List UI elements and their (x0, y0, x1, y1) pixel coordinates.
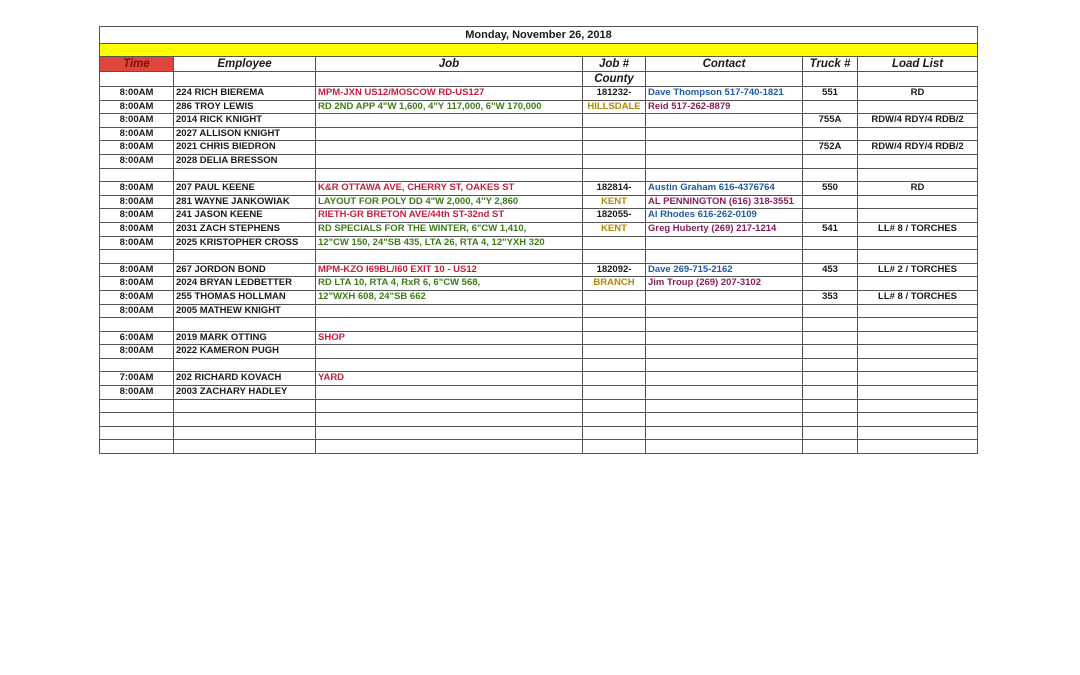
table-row (100, 168, 978, 182)
job-cell: MPM-KZO I69BL/I60 EXIT 10 - US12 (316, 263, 583, 277)
truck-cell (803, 100, 858, 114)
employee-cell: 286 TROY LEWIS (174, 100, 316, 114)
time-cell (100, 250, 174, 264)
job-number-cell (583, 290, 646, 304)
job-cell: RD 2ND APP 4"W 1,600, 4"Y 117,000, 6"W 170,000 (316, 100, 583, 114)
table-row (100, 358, 978, 372)
job-number-cell (583, 127, 646, 141)
time-cell: 8:00AM (100, 290, 174, 304)
table-row (100, 87, 978, 101)
time-cell: 8:00AM (100, 222, 174, 236)
job-cell: MPM-JXN US12/MOSCOW RD-US127 (316, 87, 583, 101)
employee-cell: 2028 DELIA BRESSON (174, 154, 316, 168)
contact-cell (646, 386, 803, 400)
subheader-blank (803, 72, 858, 87)
truck-cell (803, 372, 858, 386)
employee-cell: 241 JASON KEENE (174, 209, 316, 223)
job-number-cell (583, 304, 646, 318)
job-number-cell (583, 426, 646, 440)
load-list-cell (858, 358, 978, 372)
table-row (100, 413, 978, 427)
load-list-cell (858, 304, 978, 318)
truck-cell (803, 195, 858, 209)
load-list-cell: RD (858, 182, 978, 196)
job-number-cell (583, 236, 646, 250)
table-row (100, 345, 978, 359)
load-list-cell (858, 127, 978, 141)
employee-cell: 2031 ZACH STEPHENS (174, 222, 316, 236)
time-cell (100, 426, 174, 440)
job-cell (316, 114, 583, 128)
job-cell: 12"CW 150, 24"SB 435, LTA 26, RTA 4, 12"YXH 320 (316, 236, 583, 250)
time-cell: 8:00AM (100, 141, 174, 155)
job-cell: RD SPECIALS FOR THE WINTER, 6"CW 1,410, (316, 222, 583, 236)
job-number-cell: KENT (583, 195, 646, 209)
job-cell: LAYOUT FOR POLY DD 4"W 2,000, 4"Y 2,860 (316, 195, 583, 209)
job-number-cell: BRANCH (583, 277, 646, 291)
time-cell: 8:00AM (100, 386, 174, 400)
contact-cell: Reid 517-262-8879 (646, 100, 803, 114)
contact-cell: Al Rhodes 616-262-0109 (646, 209, 803, 223)
load-list-cell (858, 331, 978, 345)
job-cell (316, 345, 583, 359)
job-number-cell: KENT (583, 222, 646, 236)
header-load-list: Load List (858, 57, 978, 72)
time-cell: 8:00AM (100, 87, 174, 101)
load-list-cell: LL# 2 / TORCHES (858, 263, 978, 277)
load-list-cell (858, 413, 978, 427)
load-list-cell (858, 154, 978, 168)
job-number-cell (583, 440, 646, 454)
time-cell: 8:00AM (100, 263, 174, 277)
truck-cell (803, 318, 858, 332)
job-number-cell (583, 386, 646, 400)
truck-cell (803, 399, 858, 413)
schedule-date-title: Monday, November 26, 2018 (100, 27, 978, 44)
contact-cell (646, 114, 803, 128)
contact-cell: AL PENNINGTON (616) 318-3551 (646, 195, 803, 209)
table-row (100, 154, 978, 168)
load-list-cell (858, 440, 978, 454)
truck-cell: 551 (803, 87, 858, 101)
job-number-cell (583, 250, 646, 264)
truck-cell: 353 (803, 290, 858, 304)
subheader-blank (316, 72, 583, 87)
job-cell (316, 426, 583, 440)
contact-cell (646, 290, 803, 304)
time-cell: 8:00AM (100, 114, 174, 128)
subheader-blank (174, 72, 316, 87)
employee-cell: 2025 KRISTOPHER CROSS (174, 236, 316, 250)
employee-cell: 2024 BRYAN LEDBETTER (174, 277, 316, 291)
time-cell: 8:00AM (100, 154, 174, 168)
time-cell: 8:00AM (100, 277, 174, 291)
load-list-cell (858, 100, 978, 114)
employee-cell: 2005 MATHEW KNIGHT (174, 304, 316, 318)
time-cell: 8:00AM (100, 345, 174, 359)
table-row (100, 318, 978, 332)
table-row (100, 426, 978, 440)
subheader-blank (858, 72, 978, 87)
truck-cell (803, 168, 858, 182)
truck-cell (803, 250, 858, 264)
truck-cell (803, 236, 858, 250)
job-cell (316, 413, 583, 427)
load-list-cell (858, 209, 978, 223)
contact-cell (646, 426, 803, 440)
contact-cell: Austin Graham 616-4376764 (646, 182, 803, 196)
contact-cell (646, 236, 803, 250)
truck-cell (803, 345, 858, 359)
job-number-cell (583, 154, 646, 168)
table-row (100, 250, 978, 264)
time-cell: 8:00AM (100, 236, 174, 250)
job-cell (316, 127, 583, 141)
table-row (100, 195, 978, 209)
job-number-cell (583, 318, 646, 332)
job-cell (316, 168, 583, 182)
header-job-number: Job # (583, 57, 646, 72)
employee-cell: 2021 CHRIS BIEDRON (174, 141, 316, 155)
yellow-band-cell (100, 44, 978, 57)
header-row (100, 57, 978, 72)
contact-cell (646, 331, 803, 345)
job-number-cell (583, 168, 646, 182)
job-cell: RD LTA 10, RTA 4, RxR 6, 6"CW 568, (316, 277, 583, 291)
employee-cell (174, 426, 316, 440)
employee-cell: 202 RICHARD KOVACH (174, 372, 316, 386)
truck-cell (803, 358, 858, 372)
time-cell (100, 399, 174, 413)
load-list-cell (858, 277, 978, 291)
contact-cell (646, 250, 803, 264)
load-list-cell (858, 168, 978, 182)
table-row (100, 209, 978, 223)
employee-cell (174, 413, 316, 427)
load-list-cell: RDW/4 RDY/4 RDB/2 (858, 141, 978, 155)
truck-cell (803, 154, 858, 168)
job-number-cell (583, 399, 646, 413)
load-list-cell (858, 372, 978, 386)
load-list-cell (858, 426, 978, 440)
truck-cell (803, 331, 858, 345)
table-row (100, 304, 978, 318)
table-row (100, 440, 978, 454)
truck-cell: 752A (803, 141, 858, 155)
contact-cell (646, 399, 803, 413)
time-cell: 8:00AM (100, 195, 174, 209)
job-number-cell (583, 358, 646, 372)
load-list-cell (858, 386, 978, 400)
load-list-cell (858, 399, 978, 413)
table-row (100, 372, 978, 386)
header-job: Job (316, 57, 583, 72)
job-cell: RIETH-GR BRETON AVE/44th ST-32nd ST (316, 209, 583, 223)
job-number-cell (583, 413, 646, 427)
job-number-cell: 182055- (583, 209, 646, 223)
truck-cell: 755A (803, 114, 858, 128)
truck-cell (803, 440, 858, 454)
job-cell: 12"WXH 608, 24"SB 662 (316, 290, 583, 304)
job-cell (316, 399, 583, 413)
header-county: County (583, 72, 646, 87)
contact-cell (646, 318, 803, 332)
job-cell (316, 141, 583, 155)
contact-cell (646, 372, 803, 386)
header-contact: Contact (646, 57, 803, 72)
job-cell (316, 358, 583, 372)
load-list-cell (858, 318, 978, 332)
job-number-cell: HILLSDALE (583, 100, 646, 114)
contact-cell (646, 358, 803, 372)
employee-cell (174, 318, 316, 332)
contact-cell (646, 413, 803, 427)
load-list-cell (858, 195, 978, 209)
job-number-cell (583, 331, 646, 345)
time-cell: 8:00AM (100, 182, 174, 196)
yellow-band (100, 44, 978, 57)
load-list-cell: RDW/4 RDY/4 RDB/2 (858, 114, 978, 128)
truck-cell (803, 209, 858, 223)
job-cell: K&R OTTAWA AVE, CHERRY ST, OAKES ST (316, 182, 583, 196)
employee-cell (174, 358, 316, 372)
load-list-cell: LL# 8 / TORCHES (858, 290, 978, 304)
table-row (100, 277, 978, 291)
employee-cell: 2014 RICK KNIGHT (174, 114, 316, 128)
time-cell (100, 440, 174, 454)
job-cell (316, 318, 583, 332)
load-list-cell (858, 236, 978, 250)
load-list-cell (858, 250, 978, 264)
contact-cell: Greg Huberty (269) 217-1214 (646, 222, 803, 236)
job-number-cell (583, 345, 646, 359)
truck-cell (803, 127, 858, 141)
time-cell (100, 413, 174, 427)
employee-cell: 2022 KAMERON PUGH (174, 345, 316, 359)
job-number-cell (583, 372, 646, 386)
table-row (100, 182, 978, 196)
schedule-table (99, 26, 978, 454)
table-row (100, 290, 978, 304)
header-time: Time (100, 57, 174, 72)
employee-cell: 2003 ZACHARY HADLEY (174, 386, 316, 400)
employee-cell: 2027 ALLISON KNIGHT (174, 127, 316, 141)
job-cell (316, 250, 583, 264)
truck-cell: 541 (803, 222, 858, 236)
truck-cell: 550 (803, 182, 858, 196)
subheader-blank (646, 72, 803, 87)
table-row (100, 263, 978, 277)
table-row (100, 236, 978, 250)
header-employee: Employee (174, 57, 316, 72)
subheader-blank (100, 72, 174, 87)
job-number-cell: 182814- (583, 182, 646, 196)
contact-cell: Jim Troup (269) 207-3102 (646, 277, 803, 291)
job-number-cell: 182092- (583, 263, 646, 277)
time-cell (100, 168, 174, 182)
contact-cell (646, 345, 803, 359)
job-cell: YARD (316, 372, 583, 386)
title-row (100, 27, 978, 44)
time-cell: 8:00AM (100, 127, 174, 141)
contact-cell (646, 304, 803, 318)
table-row (100, 399, 978, 413)
employee-cell (174, 250, 316, 264)
contact-cell (646, 127, 803, 141)
employee-cell: 207 PAUL KEENE (174, 182, 316, 196)
contact-cell: Dave Thompson 517-740-1821 (646, 87, 803, 101)
job-cell (316, 154, 583, 168)
time-cell (100, 318, 174, 332)
subheader-row (100, 72, 978, 87)
truck-cell (803, 304, 858, 318)
time-cell: 8:00AM (100, 209, 174, 223)
table-row (100, 331, 978, 345)
time-cell: 8:00AM (100, 100, 174, 114)
load-list-cell: LL# 8 / TORCHES (858, 222, 978, 236)
time-cell: 8:00AM (100, 304, 174, 318)
load-list-cell (858, 345, 978, 359)
table-row (100, 222, 978, 236)
employee-cell: 224 RICH BIEREMA (174, 87, 316, 101)
employee-cell: 255 THOMAS HOLLMAN (174, 290, 316, 304)
header-truck: Truck # (803, 57, 858, 72)
job-cell (316, 440, 583, 454)
truck-cell (803, 413, 858, 427)
truck-cell (803, 277, 858, 291)
contact-cell (646, 168, 803, 182)
time-cell: 7:00AM (100, 372, 174, 386)
time-cell: 6:00AM (100, 331, 174, 345)
employee-cell: 267 JORDON BOND (174, 263, 316, 277)
job-number-cell (583, 114, 646, 128)
job-number-cell: 181232- (583, 87, 646, 101)
contact-cell (646, 141, 803, 155)
table-row (100, 127, 978, 141)
job-cell: SHOP (316, 331, 583, 345)
employee-cell (174, 440, 316, 454)
time-cell (100, 358, 174, 372)
job-cell (316, 386, 583, 400)
table-row (100, 114, 978, 128)
truck-cell (803, 386, 858, 400)
job-number-cell (583, 141, 646, 155)
employee-cell (174, 399, 316, 413)
job-cell (316, 304, 583, 318)
truck-cell (803, 426, 858, 440)
employee-cell: 2019 MARK OTTING (174, 331, 316, 345)
table-row (100, 386, 978, 400)
truck-cell: 453 (803, 263, 858, 277)
employee-cell: 281 WAYNE JANKOWIAK (174, 195, 316, 209)
employee-cell (174, 168, 316, 182)
table-row (100, 100, 978, 114)
table-row (100, 141, 978, 155)
contact-cell (646, 154, 803, 168)
contact-cell: Dave 269-715-2162 (646, 263, 803, 277)
load-list-cell: RD (858, 87, 978, 101)
contact-cell (646, 440, 803, 454)
